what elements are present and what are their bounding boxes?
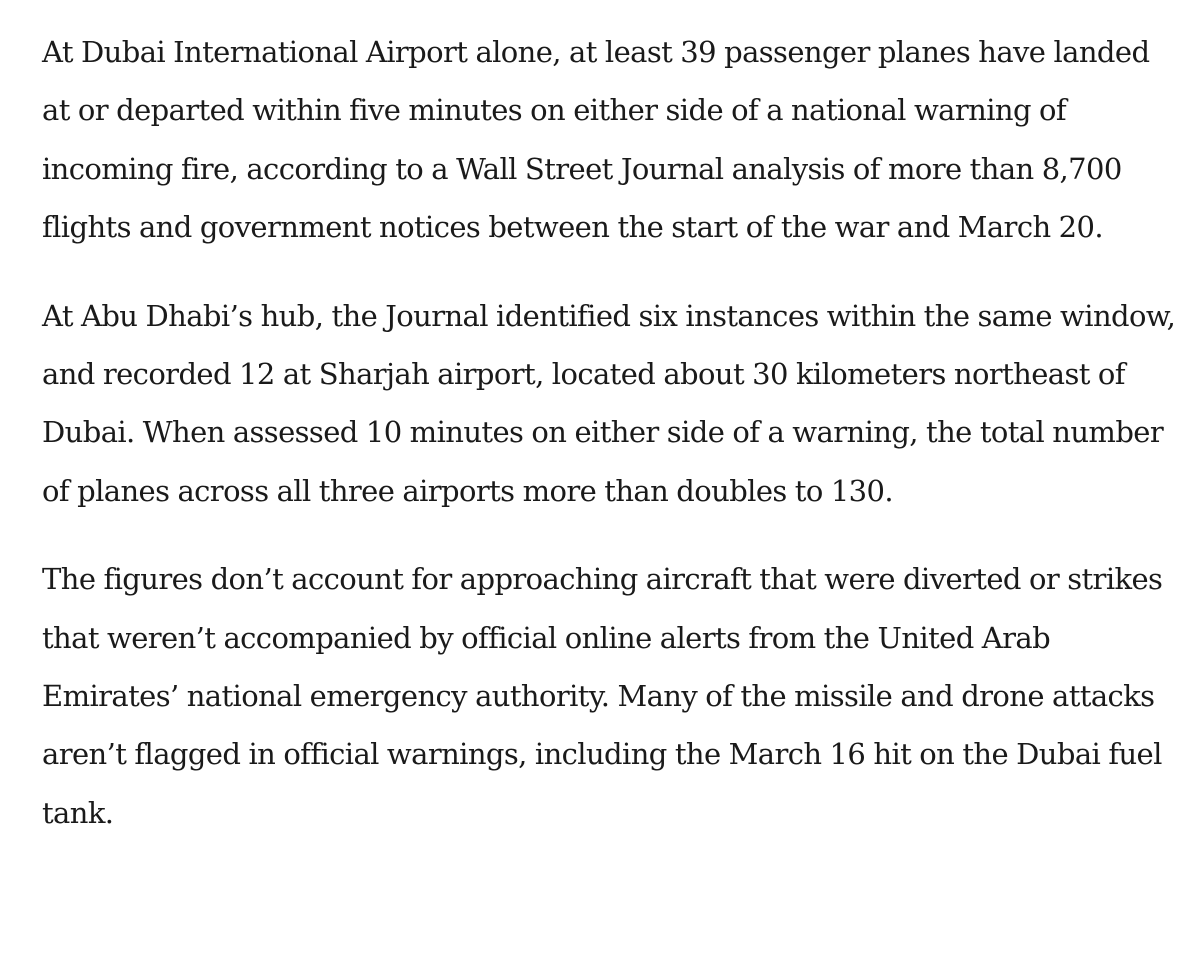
article-paragraph-2: At Abu Dhabi’s hub, the Journal identified six instances within the same window, and recorded 12 at Sharjah airport, located about 30 kilometers northeast of Dubai. When assessed 10 minutes on either side of a warning, the total number of planes across all three airports more than doubles to 130. — [42, 298, 1176, 508]
article-paragraph-3: The figures don’t account for approaching aircraft that were diverted or strikes that weren’t accompanied by official online alerts from the United Arab Emirates’ national emergency authority. Many of the missile and drone attacks aren’t flagged in official warnings, including the March 16 hit on the Dubai fuel tank. — [42, 562, 1163, 830]
article-paragraph-1: At Dubai International Airport alone, at least 39 passenger planes have landed at or departed within five minutes on either side of a national warning of incoming fire, according to a Wall Street Journal analysis of more than 8,700 flights and government notices between the start of the war and March 20. — [42, 35, 1150, 245]
article-body — [42, 23, 1182, 872]
